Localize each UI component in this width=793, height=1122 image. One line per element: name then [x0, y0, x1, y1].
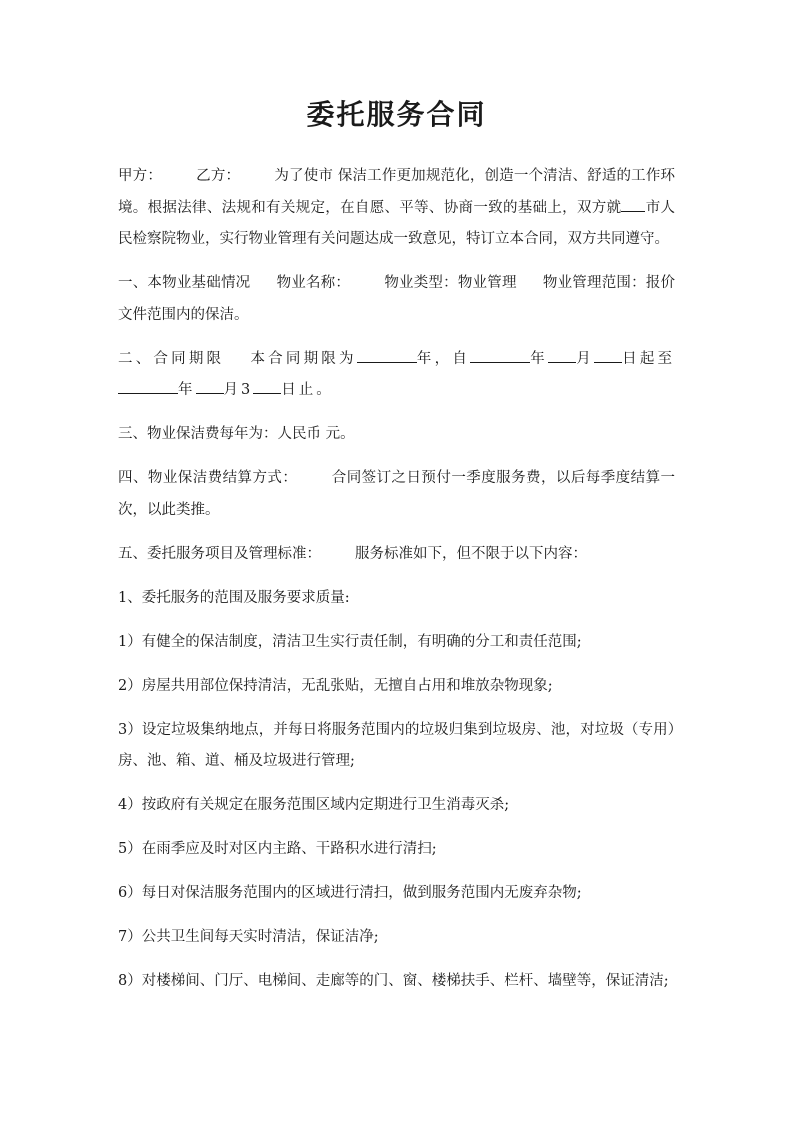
blank-line	[357, 347, 417, 363]
list-item: 1、委托服务的范围及服务要求质量:	[118, 589, 350, 606]
intro-text-2: 市人民检察院物业，实行物业管理有关问题达成一致意见，特订立本合同，双方共同遵守。	[118, 199, 676, 247]
section-4-heading: 四、物业保洁费结算方式：	[118, 470, 298, 486]
section-2-heading: 二、合同期限	[118, 350, 225, 367]
contract-title: 委托服务合同	[306, 98, 487, 131]
property-scope-label: 物业管理范围：报价文件范围内的保洁。	[118, 275, 676, 323]
term-text: 年	[530, 350, 548, 367]
intro-paragraph	[118, 161, 675, 256]
party-a-label: 甲方：	[118, 168, 163, 184]
blank-line	[470, 347, 530, 363]
section-1	[118, 268, 675, 331]
property-type-label: 物业类型：物业管理	[384, 275, 517, 291]
blank-line	[621, 196, 645, 212]
section-4	[118, 463, 675, 526]
party-b-label: 乙方：	[196, 168, 241, 184]
term-text: 年	[178, 382, 196, 398]
list-item: 5）在雨季应及时对区内主路、干路积水进行清扫;	[118, 841, 437, 857]
term-text: 月3	[223, 382, 254, 398]
intro-text-1: 为了使市 保洁工作更加规范化，创造一个清洁、舒适的工作环境。根据法律、法规和有关规定，在自愿、平等、协商一致的基础上，双方就	[118, 168, 676, 216]
section-1-heading: 一、本物业基础情况	[118, 275, 251, 291]
list-item: 2）房屋共用部位保持清洁，无乱张贴，无擅自占用和堆放杂物现象;	[118, 677, 553, 694]
blank-line	[548, 347, 576, 363]
section-2	[118, 344, 675, 407]
list-item: 1）有健全的保洁制度，清洁卫生实行责任制，有明确的分工和责任范围;	[118, 633, 582, 650]
section-5	[118, 539, 675, 571]
blank-line	[196, 378, 224, 394]
list-item: 6）每日对保洁服务范围内的区域进行清扫，做到服务范围内无废弃杂物;	[118, 885, 582, 901]
property-name-label: 物业名称：	[276, 275, 351, 291]
term-text: 月	[575, 350, 594, 367]
term-text: 年，自	[416, 350, 471, 367]
section-5-text: 服务标准如下，但不限于以下内容：	[355, 545, 587, 562]
contract-body	[118, 161, 675, 998]
list-item: 8）对楼梯间、门厅、电梯间、走廊等的门、窗、楼梯扶手、栏杆、墙壁等，保证清洁;	[118, 973, 669, 989]
section-5-heading: 五、委托服务项目及管理标准：	[118, 545, 321, 562]
blank-line	[118, 378, 178, 394]
term-text: 本合同期限为	[250, 350, 357, 367]
list-item: 7）公共卫生间每天实时清洁，保证洁净;	[118, 929, 379, 945]
section-4-text: 合同签订之日预付一季度服务费，以后每季度结算一次，以此类推。	[118, 470, 676, 518]
term-text: 日起至	[621, 350, 676, 367]
blank-line	[594, 347, 622, 363]
section-3: 三、物业保洁费每年为：人民币 元。	[118, 426, 355, 442]
list-item: 4）按政府有关规定在服务范围区域内定期进行卫生消毒灭杀;	[118, 797, 510, 813]
list-item: 3）设定垃圾集纳地点，并每日将服务范围内的垃圾归集到垃圾房、池，对垃圾（专用）房、池、箱、道、桶及垃圾进行管理;	[118, 721, 675, 769]
blank-line	[253, 378, 281, 394]
term-text: 日止。	[281, 382, 334, 398]
